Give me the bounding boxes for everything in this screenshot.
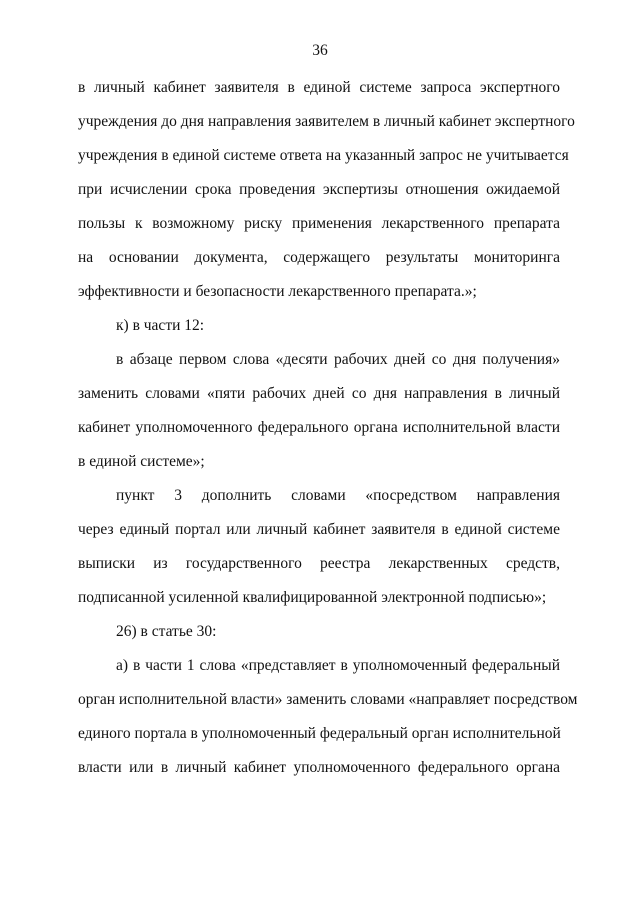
text-line: а) в части 1 слова «представляет в уполномоченный федеральный	[116, 657, 560, 674]
text-line: власти или в личный кабинет уполномоченного федерального органа	[78, 759, 560, 776]
text-line: заменить словами «пяти рабочих дней со дня направления в личный	[78, 385, 560, 402]
text-line: единого портала в уполномоченный федеральный орган исполнительной	[78, 725, 561, 742]
text-line: пункт 3 дополнить словами «посредством направления	[116, 487, 560, 504]
document-body	[78, 76, 578, 790]
text-line: учреждения до дня направления заявителем в личный кабинет экспертного	[78, 113, 575, 130]
text-line: орган исполнительной власти» заменить словами «направляет посредством	[78, 691, 578, 708]
text-line: при исчислении срока проведения экспертизы отношения ожидаемой	[78, 181, 560, 198]
text-line: в единой системе»;	[78, 453, 205, 470]
text-line: подписанной усиленной квалифицированной электронной подписью»;	[78, 589, 547, 606]
text-line: в личный кабинет заявителя в единой системе запроса экспертного	[78, 79, 560, 96]
text-line: к) в части 12:	[116, 317, 205, 334]
text-line: эффективности и безопасности лекарственного препарата.»;	[78, 283, 477, 300]
text-line: 26) в статье 30:	[116, 623, 217, 640]
page-number: 36	[312, 42, 328, 59]
text-line: в абзаце первом слова «десяти рабочих дней со дня получения»	[116, 351, 560, 368]
text-line: через единый портал или личный кабинет заявителя в единой системе	[78, 521, 560, 538]
text-line: пользы к возможному риску применения лекарственного препарата	[78, 215, 560, 232]
text-line: на основании документа, содержащего результаты мониторинга	[78, 249, 560, 266]
text-line: учреждения в единой системе ответа на указанный запрос не учитывается	[78, 147, 569, 164]
text-line: выписки из государственного реестра лекарственных средств,	[78, 555, 560, 572]
text-line: кабинет уполномоченного федерального органа исполнительной власти	[78, 419, 560, 436]
